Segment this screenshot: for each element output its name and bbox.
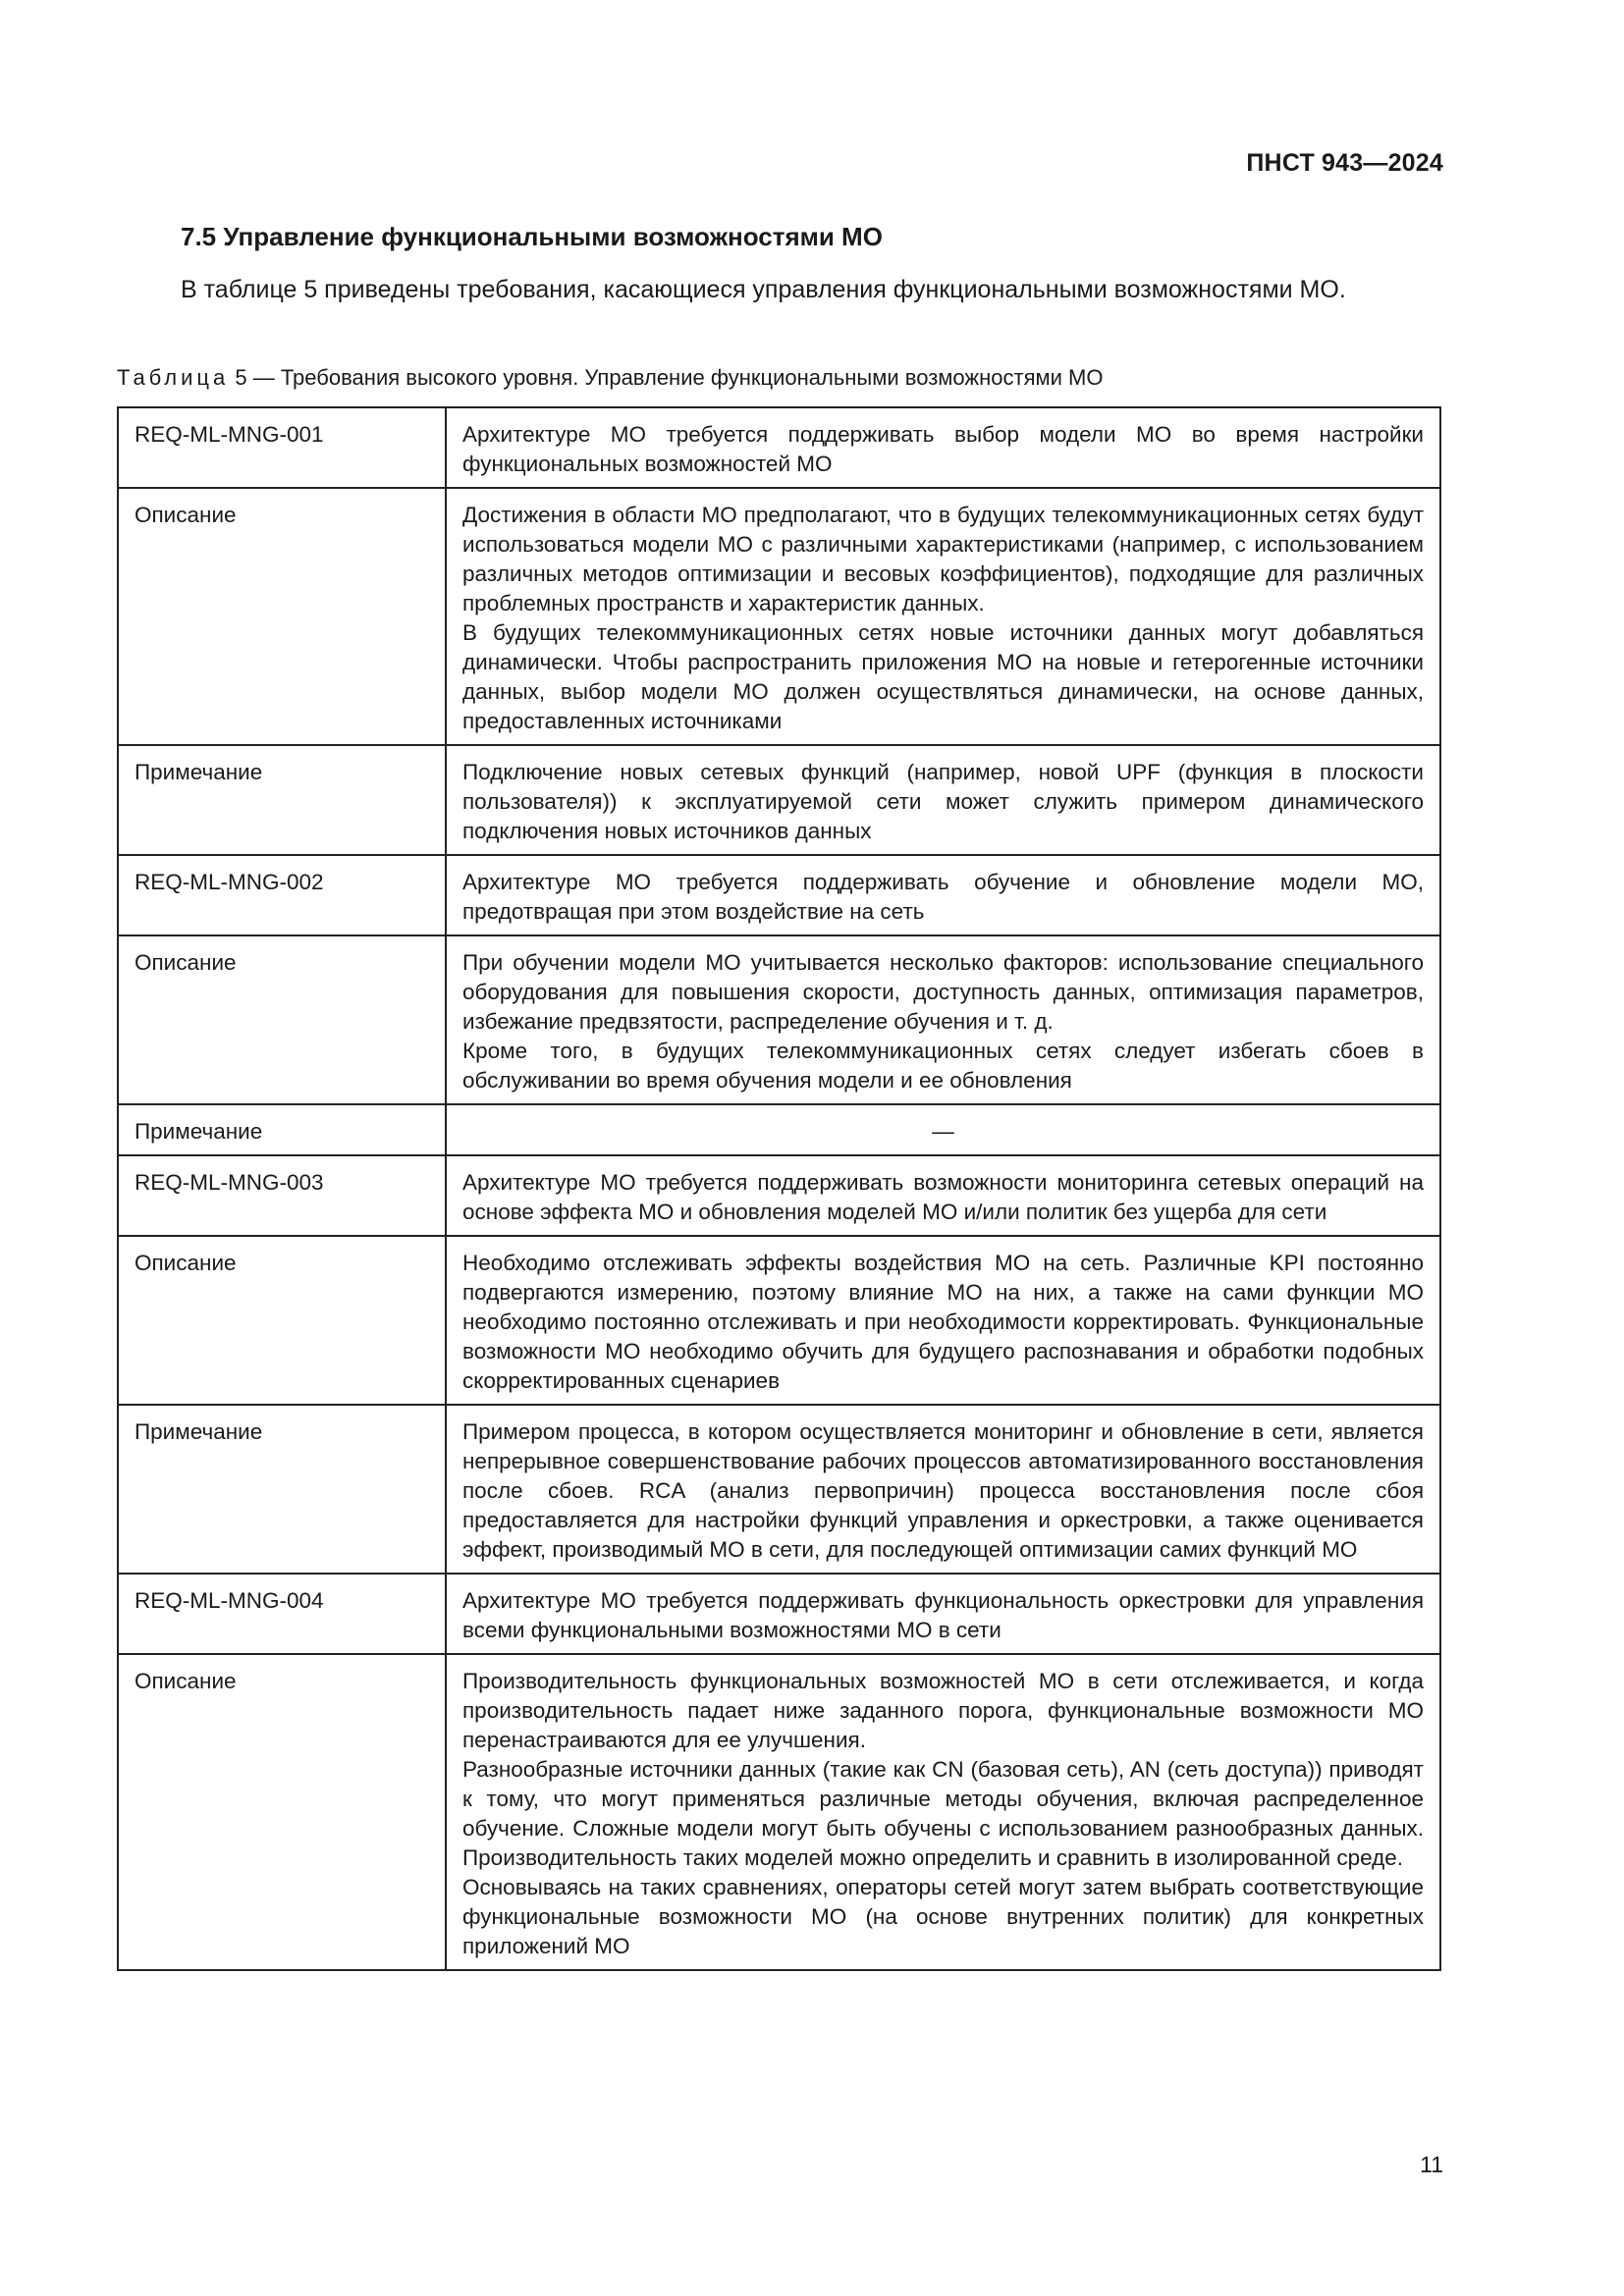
row-label: Примечание bbox=[118, 1405, 446, 1574]
row-paragraph: Подключение новых сетевых функций (например, новой UPF (функция в плоскости пользователя)) к эксплуатируемой сети может служить примером динамического подключения новых источников данных bbox=[462, 760, 1424, 843]
table-row bbox=[118, 855, 1440, 935]
table-row bbox=[118, 1104, 1440, 1155]
document-id: ПНСТ 943—2024 bbox=[1246, 149, 1443, 177]
row-label: Примечание bbox=[118, 1104, 446, 1155]
table-row bbox=[118, 935, 1440, 1104]
row-paragraph: Архитектуре МО требуется поддерживать выбор модели МО во время настройки функциональных возможностей МО bbox=[462, 422, 1424, 476]
row-paragraph: Производительность функциональных возможностей МО в сети отслеживается, и когда производительность падает ниже заданного порога, функциональные возможности МО перенастраиваются для ее улучшения. bbox=[462, 1669, 1424, 1752]
row-label: Описание bbox=[118, 935, 446, 1104]
row-paragraph: Архитектуре МО требуется поддерживать обучение и обновление модели МО, предотвращая при этом воздействие на сеть bbox=[462, 870, 1424, 924]
table-row bbox=[118, 745, 1440, 855]
table-caption-label: Таблица bbox=[117, 365, 230, 390]
row-text bbox=[446, 745, 1440, 855]
row-label: REQ-ML-MNG-004 bbox=[118, 1574, 446, 1654]
section-title: 7.5 Управление функциональными возможностями МО bbox=[181, 222, 883, 251]
row-text bbox=[446, 1654, 1440, 1970]
row-paragraph: Достижения в области МО предполагают, что в будущих телекоммуникационных сетях будут использоваться модели МО с различными характеристиками (например, с использованием различных методов оптимизации и весовых коэффициентов), подходящие для различных проблемных пространств и характеристик данных. bbox=[462, 503, 1424, 615]
row-text bbox=[446, 1405, 1440, 1574]
row-paragraph: Архитектуре МО требуется поддерживать возможности мониторинга сетевых операций на основе эффекта МО и обновления моделей МО и/или политик без ущерба для сети bbox=[462, 1170, 1424, 1224]
row-text bbox=[446, 1574, 1440, 1654]
row-text bbox=[446, 1236, 1440, 1405]
row-paragraph: При обучении модели МО учитывается несколько факторов: использование специального оборудования для повышения скорости, доступность данных, оптимизация параметров, избежание предвзятости, распределение обучения и т. д. bbox=[462, 950, 1424, 1034]
row-label: REQ-ML-MNG-002 bbox=[118, 855, 446, 935]
row-label: Описание bbox=[118, 488, 446, 745]
row-label: REQ-ML-MNG-003 bbox=[118, 1155, 446, 1236]
row-paragraph: Разнообразные источники данных (такие как CN (базовая сеть), AN (сеть доступа)) приводят к тому, что могут применяться различные методы обучения, включая распределенное обучение. Сложные модели могут быть обучены с использованием разнообразных данных. Производительность таких моделей можно определить и сравнить в изолированной среде. bbox=[462, 1757, 1424, 1870]
row-text bbox=[446, 488, 1440, 745]
row-paragraph: — bbox=[932, 1119, 954, 1144]
intro-paragraph: В таблице 5 приведены требования, касающиеся управления функциональными возможностями МО. bbox=[181, 276, 1346, 303]
page-number: 11 bbox=[1420, 2152, 1443, 2177]
row-paragraph: Необходимо отслеживать эффекты воздействия МО на сеть. Различные KPI постоянно подвергаются измерению, поэтому влияние МО на них, а также на сами функции МО необходимо постоянно отслеживать и при необходимости корректировать. Функциональные возможности МО необходимо обучить для будущего распознавания и обработки подобных скорректированных сценариев bbox=[462, 1251, 1424, 1393]
row-paragraph: Кроме того, в будущих телекоммуникационных сетях следует избегать сбоев в обслуживании во время обучения модели и ее обновления bbox=[462, 1039, 1424, 1093]
row-label: Описание bbox=[118, 1236, 446, 1405]
row-text bbox=[446, 935, 1440, 1104]
row-label: REQ-ML-MNG-001 bbox=[118, 407, 446, 488]
table-row bbox=[118, 1236, 1440, 1405]
row-paragraph: Основываясь на таких сравнениях, операторы сетей могут затем выбрать соответствующие функциональные возможности МО (на основе внутренних политик) для конкретных приложений МО bbox=[462, 1875, 1424, 1958]
table-caption bbox=[117, 365, 1103, 391]
table-caption-text: 5 — Требования высокого уровня. Управление функциональными возможностями МО bbox=[235, 365, 1104, 390]
table-row bbox=[118, 1574, 1440, 1654]
row-label: Описание bbox=[118, 1654, 446, 1970]
row-paragraph: Архитектуре МО требуется поддерживать функциональность оркестровки для управления всеми функциональными возможностями МО в сети bbox=[462, 1588, 1424, 1642]
table-row bbox=[118, 1405, 1440, 1574]
row-paragraph: В будущих телекоммуникационных сетях новые источники данных могут добавляться динамически. Чтобы распространить приложения МО на новые и гетерогенные источники данных, выбор модели МО должен осуществляться динамически, на основе данных, предоставленных источниками bbox=[462, 620, 1424, 733]
row-label: Примечание bbox=[118, 745, 446, 855]
table-row bbox=[118, 1654, 1440, 1970]
row-text bbox=[446, 1104, 1440, 1155]
row-text bbox=[446, 855, 1440, 935]
row-text bbox=[446, 1155, 1440, 1236]
table-row bbox=[118, 407, 1440, 488]
requirements-table bbox=[117, 406, 1441, 1971]
row-text bbox=[446, 407, 1440, 488]
row-paragraph: Примером процесса, в котором осуществляется мониторинг и обновление в сети, является непрерывное совершенствование рабочих процессов автоматизированного восстановления после сбоев. RCA (анализ первопричин) процесса восстановления после сбоя предоставляется для настройки функций управления и оркестровки, а также оценивается эффект, производимый МО в сети, для последующей оптимизации самих функций МО bbox=[462, 1419, 1424, 1562]
table-row bbox=[118, 1155, 1440, 1236]
table-row bbox=[118, 488, 1440, 745]
